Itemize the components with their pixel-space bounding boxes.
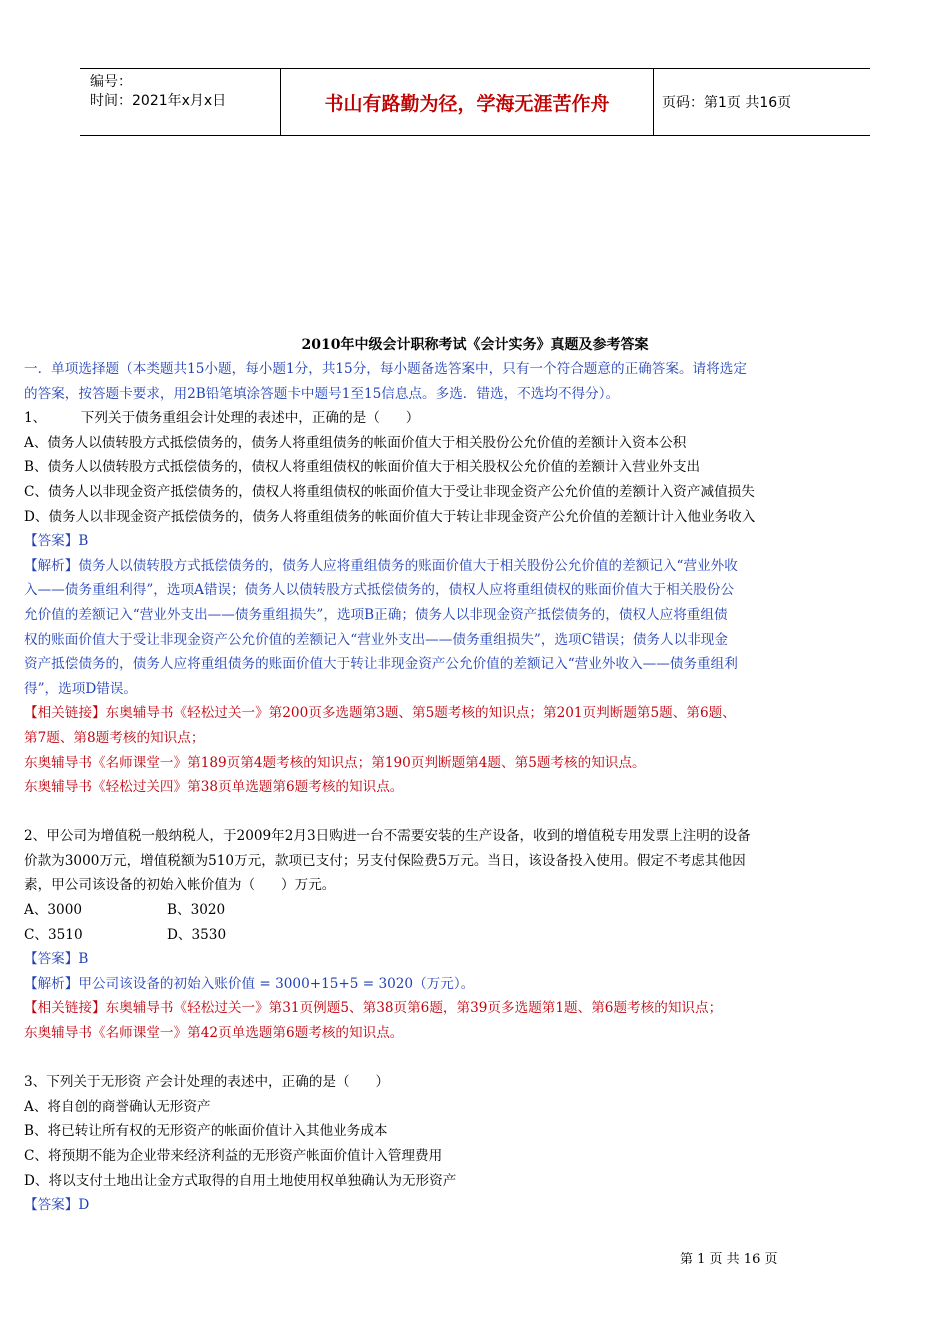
analysis-line: 权的账面价值大于受让非现金资产公允价值的差额记入“营业外支出——债务重组损失”，选项C错误；债务人以非现金 <box>24 631 728 648</box>
analysis-line: 入——债务重组利得”，选项A错误；债务人以债转股方式抵偿债务的，债权人应将重组债权的账面价值大于相关股份公 <box>24 582 735 599</box>
header-meta <box>80 69 280 135</box>
question-option: B、3020 <box>167 902 226 919</box>
question-option: B、债务人以债转股方式抵偿债务的，债权人将重组债权的帐面价值大于相关股权公允价值的差额计入营业外支出 <box>24 459 701 476</box>
analysis-line: 资产抵偿债务的，债务人应将重组债务的账面价值大于转让非现金资产公允价值的差额记入“营业外收入——债务重组利 <box>24 656 738 673</box>
question-stem: 素，甲公司该设备的初始入帐价值为（ ）万元。 <box>24 877 336 894</box>
question-option: B、将已转让所有权的无形资产的帐面价值计入其他业务成本 <box>24 1123 388 1140</box>
document-body <box>24 357 928 1218</box>
option-row <box>24 923 928 948</box>
analysis-line: 【解析】债务人以债转股方式抵偿债务的，债务人应将重组债务的账面价值大于相关股份公允价值的差额记入“营业外收 <box>24 557 738 574</box>
related-link-line: 东奥辅导书《名师课堂一》第189页第4题考核的知识点；第190页判断题第4题、第5题考核的知识点。 <box>24 754 646 771</box>
question-option: A、3000 <box>24 902 83 919</box>
related-link-line: 东奥辅导书《轻松过关四》第38页单选题第6题考核的知识点。 <box>24 779 404 796</box>
related-link-line: 第7题、第8题考核的知识点； <box>24 729 205 746</box>
question-option: D、债务人以非现金资产抵偿债务的，债务人将重组债务的帐面价值大于转让非现金资产公允价值的差额计计入他业务收入 <box>24 508 756 525</box>
question-option: D、3530 <box>167 926 227 943</box>
question-stem: 1、 下列关于债务重组会计处理的表述中，正确的是（ ） <box>24 410 420 427</box>
question-option: C、债务人以非现金资产抵偿债务的，债权人将重组债权的帐面价值大于受让非现金资产公允价值的差额计入资产减值损失 <box>24 483 755 500</box>
related-link-line: 【相关链接】东奥辅导书《轻松过关一》第200页多选题第3题、第5题考核的知识点；第201页判断题第5题、第6题、 <box>24 705 736 722</box>
page-footer: 第 1 页 共 16 页 <box>680 1252 778 1267</box>
question-option: A、将自创的商誉确认无形资产 <box>24 1098 211 1115</box>
time-label: 时间：2021年x月x日 <box>90 93 227 109</box>
related-link-line: 东奥辅导书《名师课堂一》第42页单选题第6题考核的知识点。 <box>24 1025 404 1042</box>
analysis-line: 允价值的差额记入“营业外支出——债务重组损失”，选项B正确；债务人以非现金资产抵偿债务的，债权人应将重组债 <box>24 606 728 623</box>
question-stem: 2、甲公司为增值税一般纳税人，于2009年2月3日购进一台不需要安装的生产设备，收到的增值税专用发票上注明的设备 <box>24 828 751 845</box>
answer-line: 【答案】B <box>24 533 89 550</box>
question-option: D、将以支付土地出让金方式取得的自用土地使用权单独确认为无形资产 <box>24 1172 457 1189</box>
analysis-line: 得”，选项D错误。 <box>24 680 138 697</box>
question-option: A、债务人以债转股方式抵偿债务的，债务人将重组债务的帐面价值大于相关股份公允价值的差额计入资本公积 <box>24 434 687 451</box>
question-option: C、3510 <box>24 926 83 943</box>
section-intro-line: 一．单项选择题（本类题共15小题，每小题1分，共15分，每小题备选答案中，只有一个符合题意的正确答案。请将选定 <box>24 361 747 377</box>
question-stem: 价款为3000万元，增值税额为510万元，款项已支付；另支付保险费5万元。当日，该设备投入使用。假定不考虑其他因 <box>24 852 746 869</box>
page-header <box>80 68 870 136</box>
number-label: 编号： <box>90 74 132 90</box>
section-intro-line: 的答案，按答题卡要求，用2B铅笔填涂答题卡中题号1至15信息点。多选．错选，不选均不得分）。 <box>24 385 620 402</box>
answer-line: 【答案】D <box>24 1197 90 1214</box>
question-stem: 3、下列关于无形资 产会计处理的表述中，正确的是（ ） <box>24 1074 390 1091</box>
header-motto: 书山有路勤为径，学海无涯苦作舟 <box>280 69 654 135</box>
header-page-label: 页码：第1页 共16页 <box>662 95 792 111</box>
document-title: 2010年中级会计职称考试《会计实务》真题及参考答案 <box>301 337 649 353</box>
question-option: C、将预期不能为企业带来经济利益的无形资产帐面价值计入管理费用 <box>24 1148 443 1164</box>
analysis-line: 【解析】甲公司该设备的初始入账价值 = 3000+15+5 = 3020（万元）。 <box>24 975 475 992</box>
related-link-line: 【相关链接】东奥辅导书《轻松过关一》第31页例题5、第38页第6题，第39页多选题第1题、第6题考核的知识点； <box>24 1000 723 1017</box>
answer-line: 【答案】B <box>24 951 89 968</box>
option-row <box>24 898 928 923</box>
